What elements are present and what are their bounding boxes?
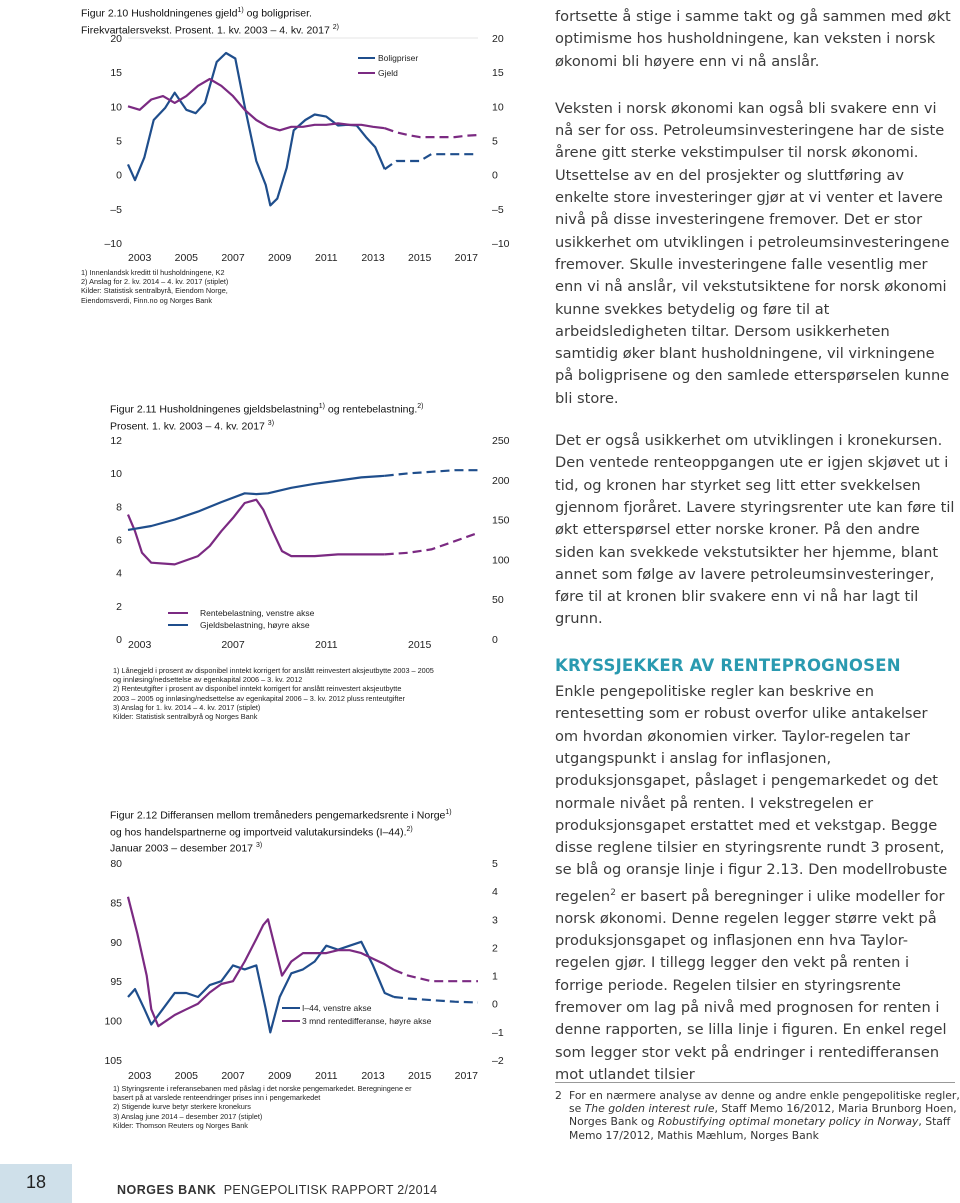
note-line: Kilder: Thomson Reuters og Norges Bank — [113, 1120, 248, 1130]
y-tick-label-left: 20 — [110, 33, 122, 45]
legend-label-rentediff: 3 mnd rentedifferanse, høyre akse — [302, 1016, 432, 1026]
x-tick-label: 2011 — [315, 252, 338, 264]
y-tick-label-left: 12 — [110, 435, 122, 447]
x-tick-label: 2007 — [221, 252, 245, 264]
y-tick-label-right: 4 — [492, 886, 498, 899]
note-line: og innløsing/nedsettelse av egenkapital 2006 – 3. kv. 2012 — [113, 675, 303, 685]
note-line: Kilder: Statistisk sentralbyrå og Norges Bank — [113, 712, 258, 722]
x-tick-label: 2015 — [407, 639, 432, 651]
paragraph: Det er også usikkerhet om utviklingen i kronekursen. Den ventede renteoppgangen ute er igjen skjøvet ut i tid, og kronen har styrket seg litt etter svekkelsen gjennom fjoråret. Lavere styringsrenter ute kan føre til økt etterspørsel etter norske kroner. På den andre siden kan svekkede vekstutsikter her hjemme, blant annet som følge av lavere petroleumsinvesteringer, føre til at kronen blir svakere enn vi nå har lagt til grunn. — [555, 432, 955, 628]
note-line: 3) Anslag for 1. kv. 2014 – 4. kv. 2017 (stiplet) — [113, 702, 261, 712]
y-tick-label-right: 0 — [492, 169, 498, 182]
note-line: Kilder: Statistisk sentralbyrå, Eiendom Norge, — [81, 286, 228, 296]
page-number: 18 — [25, 1172, 47, 1192]
x-tick-label: 2003 — [127, 639, 152, 651]
note-line: 1) Innenlandsk kreditt til husholdningene, K2 — [81, 268, 225, 277]
note-line: 2) Renteutgifter i prosent av disponibel inntekt korrigert for anslått reinvestert aksjeutbytte — [113, 684, 402, 694]
y-tick-label-left: –10 — [104, 238, 122, 250]
y-tick-label-right: 10 — [492, 101, 504, 114]
y-tick-label-left: 90 — [110, 936, 122, 949]
y-tick-label-left: 8 — [116, 501, 122, 514]
figure-2-11-notes — [113, 666, 434, 721]
y-tick-label-left: 105 — [104, 1055, 122, 1067]
y-tick-label-right: –5 — [492, 203, 504, 216]
note-line: 3) Anslag june 2014 – desember 2017 (stiplet) — [113, 1111, 263, 1121]
y-tick-label-right: 2 — [492, 942, 498, 955]
series-line-forecast-3 — [385, 128, 478, 137]
x-tick-label: 2017 — [454, 252, 479, 264]
note-line: 2003 – 2005 og innløsing/nedsettelse av egenkapital 2006 – 3. kv. 2012 pluss renteutgifter — [113, 693, 405, 703]
y-tick-label-left: 2 — [116, 600, 122, 613]
note-line: 2) Anslag for 2. kv. 2014 – 4. kv. 2017 (stiplet) — [81, 277, 229, 287]
y-tick-label-right: –2 — [492, 1055, 504, 1067]
note-line: 2) Stigende kurve betyr sterkere kronekurs — [113, 1102, 251, 1112]
y-tick-label-right: 0 — [492, 634, 498, 646]
y-tick-label-left: 95 — [110, 976, 122, 989]
y-tick-label-right: –1 — [492, 1026, 504, 1039]
y-tick-label-left: 4 — [116, 567, 122, 580]
x-tick-label: 2007 — [221, 1070, 245, 1082]
y-tick-label-right: 3 — [492, 914, 498, 927]
y-tick-label-right: 0 — [492, 998, 498, 1011]
x-tick-label: 2009 — [267, 1070, 292, 1082]
x-tick-label: 2011 — [315, 1070, 338, 1082]
y-tick-label-right: 20 — [492, 33, 504, 45]
x-tick-label: 2013 — [361, 252, 385, 264]
y-tick-label-left: 0 — [116, 634, 122, 646]
series-line-forecast-1 — [394, 997, 478, 1003]
y-tick-label-right: 50 — [492, 594, 504, 607]
note-line: Eiendomsverdi, Finn.no og Norges Bank — [81, 295, 213, 305]
y-tick-label-left: 85 — [110, 897, 122, 910]
legend-label-gjeldsbelastning: Gjeldsbelastning, høyre akse — [200, 620, 310, 630]
x-tick-label: 2007 — [221, 639, 245, 651]
x-tick-label: 2009 — [267, 252, 292, 264]
legend-label-gjeld: Gjeld — [378, 68, 398, 78]
x-tick-label: 2015 — [407, 252, 432, 264]
footnote: 2 For en nærmere analyse av denne og andre enkle pengepolitiske regler, se The golden interest rule, Staff Memo 16/2012, Maria Brunborg Hoen, Norges Bank og Robustifying optimal monetary policy in Norway, Staff Memo 17/2012, Mathis Mæhlum, Norges Bank — [555, 1089, 960, 1142]
y-tick-label-right: 5 — [492, 135, 498, 148]
series-line-2 — [128, 476, 385, 530]
note-line: 1) Styringsrente i referansebanen med påslag i det norske pengemarkedet. Beregningene er — [113, 1084, 412, 1093]
figure-2-11-chart — [80, 425, 520, 665]
figure-2-12-caption: Figur 2.12 Differansen mellom tremåneders pengemarkedsrente i Norge$^{1)}$ og hos handelspartnerne og importveid valutakursindeks (I–44).$^{2)}$ Januar 2003 – desember 2017 $^{3)}$ — [110, 809, 452, 855]
x-tick-label: 2005 — [174, 1070, 199, 1082]
page-number-box — [0, 1164, 72, 1203]
figure-2-10-caption: Figur 2.10 Husholdningenes gjeld$^{1)}$ og boligpriser. Firekvartalersvekst. Prosent. 1. kv. 2003 – 4. kv. 2017 $^{2)}$ — [81, 7, 339, 36]
legend-label-boligpriser: Boligpriser — [378, 53, 419, 63]
footnote-divider — [555, 1082, 955, 1083]
y-tick-label-left: 6 — [116, 534, 122, 547]
y-tick-label-left: 5 — [116, 135, 122, 148]
y-tick-label-right: 150 — [492, 514, 510, 527]
y-tick-label-left: 0 — [116, 169, 122, 182]
x-tick-label: 2015 — [407, 1070, 432, 1082]
figure-2-12-notes — [113, 1084, 412, 1130]
y-tick-label-right: 100 — [492, 554, 510, 567]
figure-2-10-notes — [81, 268, 228, 305]
y-tick-label-left: 15 — [110, 67, 122, 80]
figure-2-11-caption: Figur 2.11 Husholdningenes gjeldsbelastning$^{1)}$ og rentebelastning.$^{2)}$ Prosent. 1. kv. 2003 – 4. kv. 2017 $^{3)}$ — [110, 403, 424, 432]
y-tick-label-left: 10 — [110, 101, 122, 114]
y-tick-label-left: 100 — [104, 1015, 122, 1028]
footer-brand: NORGES BANK — [117, 1183, 217, 1197]
x-tick-label: 2005 — [174, 252, 199, 264]
y-tick-label-left: 10 — [110, 468, 122, 481]
y-tick-label-right: 1 — [492, 970, 498, 983]
series-line-forecast-3 — [394, 970, 478, 981]
y-tick-label-right: 200 — [492, 474, 510, 487]
figure-2-10-chart — [80, 28, 520, 268]
x-tick-label: 2003 — [127, 252, 152, 264]
paragraph: fortsette å stige i samme takt og gå sammen med økt optimisme hos husholdningene, kan veksten i norsk økonomi bli høyere enn vi nå anslår. — [555, 8, 951, 70]
series-line-forecast-1 — [385, 154, 478, 169]
y-tick-label-left: –5 — [110, 203, 122, 216]
note-line: basert på at varslede renteendringer prises inn i pengemarkedet — [113, 1093, 321, 1103]
footer-report: PENGEPOLITISK RAPPORT 2/2014 — [223, 1183, 438, 1197]
paragraph: Enkle pengepolitiske regler kan beskrive en rentesetting som er robust overfor ulike antakelser om hvordan økonomien virker. Taylor-regelen tar utgangspunkt i anslag for inflasjonen, produksjonsgapet, påslaget i pengemarkedet og det normale nivået på renten. I vekstregelen er produksjonsgapet erstattet med et vekstgap. Begge disse reglene tilsier en styringsrente rundt 3 prosent, se blå og oransje linje i figur 2.13. Den modellrobuste regelen$^2$ er basert på beregninger i ulike modeller for norsk økonomi. Denne regelen legger større vekt på produksjonsgapet og inflasjonen enn hva Taylor-regelen gjør. I tillegg legger den vekt på renten i forrige periode. Regelen tilsier en styringsrente fremover om lag på nivå med prognosen for renten i denne rapporten, se lilla linje i figuren. En enkel regel som legger stor vekt på endringer i rentedifferansen mot utlandet tilsier — [555, 683, 948, 1083]
series-line-0 — [128, 53, 385, 205]
x-tick-label: 2011 — [315, 639, 338, 651]
y-tick-label-left: 80 — [110, 858, 122, 870]
x-tick-label: 2013 — [361, 1070, 385, 1082]
y-tick-label-right: 250 — [492, 435, 510, 447]
figure-2-12-chart — [80, 845, 520, 1085]
y-tick-label-right: –10 — [492, 238, 510, 250]
x-tick-label: 2017 — [454, 1070, 479, 1082]
legend-label-rentebelastning: Rentebelastning, venstre akse — [200, 608, 315, 618]
x-tick-label: 2003 — [127, 1070, 152, 1082]
series-line-forecast-1 — [385, 533, 478, 555]
legend-label-i44: I–44, venstre akse — [302, 1003, 372, 1013]
series-line-0 — [128, 500, 385, 565]
section-heading: KRYSSJEKKER AV RENTEPROGNOSEN — [555, 655, 901, 675]
series-line-forecast-3 — [385, 470, 478, 476]
footer-title — [117, 1183, 437, 1197]
note-line: 1) Lånegjeld i prosent av disponibel inntekt korrigert for anslått reinvestert aksjeutbytte 2003 – 2005 — [113, 666, 434, 675]
y-tick-label-right: 15 — [492, 67, 504, 80]
y-tick-label-right: 5 — [492, 858, 498, 870]
body-column — [555, 6, 955, 1098]
paragraph: Veksten i norsk økonomi kan også bli svakere enn vi nå ser for oss. Petroleumsinvesteringene har de siste årene gitt sterke vekstimpulser til norsk økonomi. Utsettelse av en del prosjekter og sluttføring av enkelte store investeringer gjør at vi venter et lavere nivå på disse investeringene fremover. Det er stor usikkerhet om utviklingen i petroleumsinvesteringene fremover. Skulle investeringene falle vesentlig mer enn vi nå anslår, vil vekstutsiktene for norsk økonomi kunne svekkes betydelig og føre til at arbeidsledigheten tiltar. Dersom usikkerheten samtidig øker blant husholdningene, vil virkningene på boligprisene og den samlede etterspørselen kunne bli store. — [555, 99, 950, 407]
